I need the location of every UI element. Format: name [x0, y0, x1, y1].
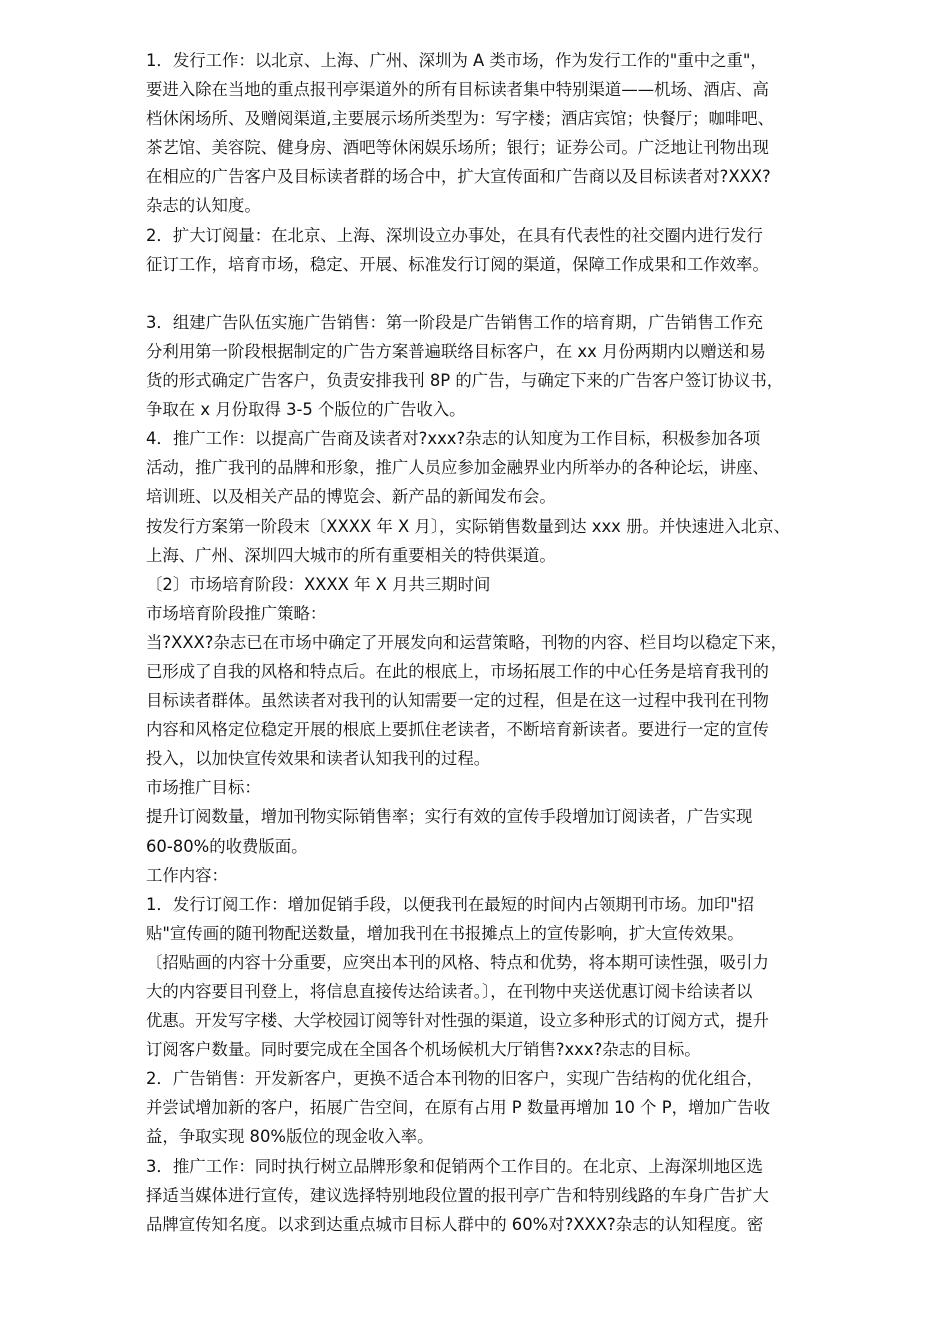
- text-line: 订阅客户数量。同时要完成在全国各个机场候机大厅销售?xxx?杂志的目标。: [146, 1040, 701, 1060]
- text-line: 档休闲场所、及赠阅渠道,主要展示场所类型为：写字楼；酒店宾馆；快餐厅；咖啡吧、: [146, 109, 775, 129]
- text-line: 在相应的广告客户及目标读者群的场合中，扩大宣传面和广告商以及目标读者对?XXX?: [146, 167, 771, 187]
- text-line: 活动，推广我刊的品牌和形象，推广人员应参加金融界业内所举办的各种论坛，讲座、: [146, 458, 769, 478]
- document-body: [146, 46, 891, 1239]
- text-line: 按发行方案第一阶段末〔XXXX 年 X 月〕，实际销售数量到达 xxx 册。并快速进入北京、: [146, 516, 790, 536]
- text-line: 品牌宣传知名度。以求到达重点城市目标人群中的 60%对?XXX?杂志的认知程度。密: [146, 1214, 764, 1234]
- text-line: 培训班、以及相关产品的博览会、新产品的新闻发布会。: [146, 487, 556, 507]
- text-line: 3．组建广告队伍实施广告销售：第一阶段是广告销售工作的培育期，广告销售工作充: [146, 312, 763, 332]
- text-line: 择适当媒体进行宣传，建议选择特别地段位置的报刊亭广告和特别线路的车身广告扩大: [146, 1185, 769, 1205]
- text-line: 提升订阅数量，增加刊物实际销售率；实行有效的宣传手段增加订阅读者，广告实现: [146, 807, 753, 827]
- text-line: [146, 279, 891, 308]
- text-line: 优惠。开发写字楼、大学校园订阅等针对性强的渠道，设立多种形式的订阅方式，提升: [146, 1011, 769, 1031]
- text-line: 60-80%的收费版面。: [146, 836, 308, 856]
- text-line: 4．推广工作：以提高广告商及读者对?xxx?杂志的认知度为工作目标，积极参加各项: [146, 429, 761, 449]
- text-line: 分利用第一阶段根据制定的广告方案普遍联络目标客户，在 xx 月份两期内以赠送和易: [146, 341, 766, 361]
- text-line: 3．推广工作：同时执行树立品牌形象和促销两个工作目的。在北京、上海深圳地区选: [146, 1156, 763, 1176]
- text-line: 争取在 x 月份取得 3-5 个版位的广告收入。: [146, 400, 466, 420]
- text-line: 1．发行工作：以北京、上海、广州、深圳为 A 类市场，作为发行工作的"重中之重"，: [146, 51, 767, 70]
- text-line: 1．发行订阅工作：增加促销手段，以便我刊在最短的时间内占领期刊市场。加印"招: [146, 894, 755, 914]
- text-line: 投入，以加快宣传效果和读者认知我刊的过程。: [146, 749, 491, 769]
- text-line: 已形成了自我的风格和特点后。在此的根底上，市场拓展工作的中心任务是培育我刊的: [146, 661, 769, 681]
- text-line: 要进入除在当地的重点报刊亭渠道外的所有目标读者集中特别渠道——机场、酒店、高: [146, 80, 769, 100]
- text-line: 上海、广州、深圳四大城市的所有重要相关的特供渠道。: [146, 545, 556, 565]
- text-line: 市场推广目标：: [146, 778, 261, 798]
- text-line: 大的内容要目刊登上，将信息直接传达给读者。〕，在刊物中夹送优惠订阅卡给读者以: [146, 982, 753, 1001]
- text-line: 市场培育阶段推广策略：: [146, 603, 327, 623]
- text-line: 益，争取实现 80%版位的现金收入率。: [146, 1127, 434, 1147]
- text-line: 2．扩大订阅量：在北京、上海、深圳设立办事处，在具有代表性的社交圈内进行发行: [146, 225, 763, 245]
- text-line: 货的形式确定广告客户，负责安排我刊 8P 的广告，与确定下来的广告客户签订协议书，: [146, 371, 784, 391]
- text-line: 工作内容：: [146, 865, 228, 885]
- text-line: 〔2〕市场培育阶段：XXXX 年 X 月共三期时间: [146, 574, 491, 594]
- text-line: 贴"宣传画的随刊物配送数量，增加我刊在书报摊点上的宣传影响，扩大宣传效果。: [146, 923, 744, 943]
- text-line: 杂志的认知度。: [146, 196, 261, 216]
- text-line: 征订工作，培育市场，稳定、开展、标准发行订阅的渠道，保障工作成果和工作效率。: [146, 254, 769, 274]
- text-line: 当?XXX?杂志已在市场中确定了开展发向和运营策略，刊物的内容、栏目均以稳定下来，: [146, 632, 788, 652]
- text-line: 并尝试增加新的客户，拓展广告空间，在原有占用 P 数量再增加 10 个 P，增加广告收: [146, 1098, 770, 1118]
- text-line: 茶艺馆、美容院、健身房、酒吧等休闲娱乐场所；银行；证券公司。广泛地让刊物出现: [146, 138, 769, 158]
- text-line: 〔招贴画的内容十分重要，应突出本刊的风格、特点和优势，将本期可读性强，吸引力: [146, 952, 769, 972]
- text-line: 内容和风格定位稳定开展的根底上要抓住老读者，不断培育新读者。要进行一定的宣传: [146, 720, 769, 740]
- text-line: 2．广告销售：开发新客户，更换不适合本刊物的旧客户，实现广告结构的优化组合，: [146, 1069, 763, 1089]
- text-line: 目标读者群体。虽然读者对我刊的认知需要一定的过程，但是在这一过程中我刊在刊物: [146, 691, 769, 711]
